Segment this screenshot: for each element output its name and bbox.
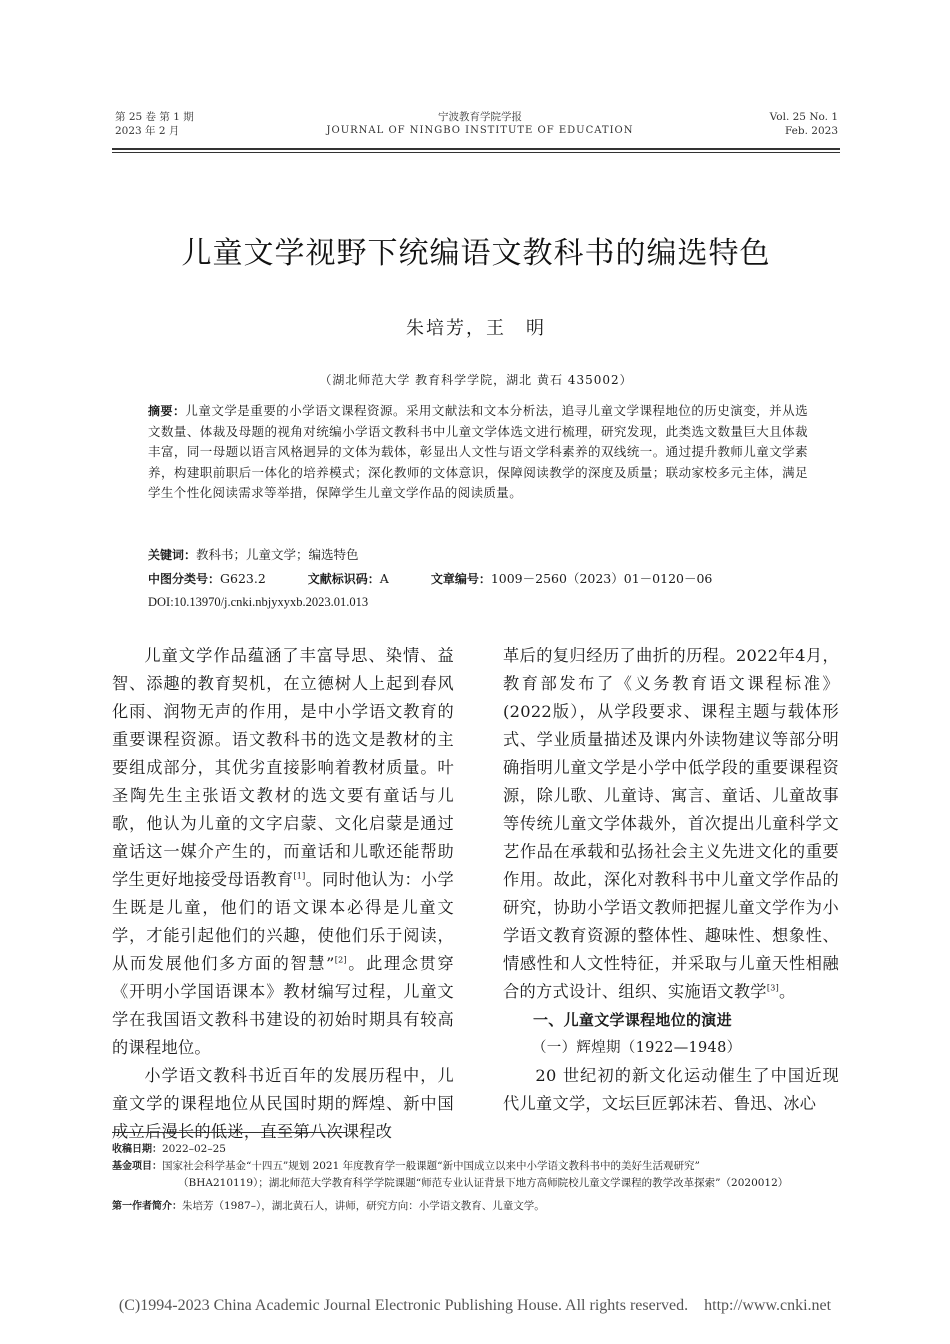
citation-ref[interactable]: [3] xyxy=(766,983,780,993)
article-number xyxy=(431,571,713,586)
article-value: 1009－2560（2023）01－0120－06 xyxy=(490,571,713,586)
doc-label: 文献标识码： xyxy=(307,572,380,586)
author-bio-value: 朱培芳（1987–），湖北黄石人，讲师，研究方向：小学语文教育、儿童文学。 xyxy=(182,1200,545,1212)
paragraph-text: 。同时他认为：小学生既是儿童，他们的语文课本必得是儿童文学，才能引起他们的兴趣，使他们乐于阅读，从而发展他们多方面的智慧” xyxy=(112,870,454,973)
header-date: 2023 年 2 月 xyxy=(115,125,180,137)
abstract-label: 摘要： xyxy=(148,404,186,418)
subsection-heading: （一）辉煌期（1922—1948） xyxy=(532,1040,742,1056)
paragraph-text: 。 xyxy=(779,982,796,1001)
clc-label: 中图分类号： xyxy=(148,572,221,586)
header-volume: 第 25 卷 第 1 期 xyxy=(115,111,194,123)
citation-ref[interactable]: [1] xyxy=(293,871,306,881)
body-paragraph: 小学语文教科书近百年的发展历程中，儿童文学的课程地位从民国时期的辉煌、新中国成立后漫长的低迷，直至第八次课程改 xyxy=(112,1066,454,1141)
header-volume-en: Vol. 25 No. 1 xyxy=(769,111,838,123)
paragraph-text: 革后的复归经历了曲折的历程。2022年4月，教育部发布了《义务教育语文课程标准》(2022版），从学段要求、课程主题与载体形式、学业质量描述及课内外读物建议等部分明确指明儿童文学是小学中低学段的重要课程资源，除儿歌、儿童诗、寓言、童话、儿童故事等传统儿童文学体裁外，首次提出儿童科学文艺作品在承载和弘扬社会主义先进文化的重要作用。故此，深化对教科书中儿童文学作品的研究，协助小学语文教师把握儿童文学作为小学语文教育资源的整体性、趣味性、想象性、情感性和人文性特征，并采取与儿童天性相融合的方式设计、组织、实施语文教学 xyxy=(503,646,839,1001)
footnote-fund-cont: （BHA210119）；湖北师范大学教育科学学院课题“师范专业认证背景下地方高师院校儿童文学课程的教学改革探索”（2020012） xyxy=(178,1177,789,1189)
footnote-received xyxy=(112,1141,840,1158)
body-right-column xyxy=(503,642,839,1118)
keywords-label: 关键词： xyxy=(148,548,197,562)
received-label: 收稿日期： xyxy=(112,1144,162,1155)
paragraph-text: 。此理念贯穿《开明小学国语课本》教材编写过程，儿童文学在我国语文教科书建设的初始时期具有较高的课程地位。 xyxy=(112,954,454,1057)
doc-value: A xyxy=(379,571,389,586)
keywords xyxy=(148,545,808,566)
header-journal-cn: 宁波教育学院学报 xyxy=(438,111,522,123)
copyright-line: (C)1994-2023 China Academic Journal Electronic Publishing House. All rights reserved. http://www.cnki.net xyxy=(118,1297,832,1314)
footnote-author xyxy=(112,1198,840,1215)
classification-line xyxy=(148,569,808,590)
body-paragraph: 20 世纪初的新文化运动催生了中国近现代儿童文学，文坛巨匠郭沫若、鲁迅、冰心 xyxy=(503,1066,839,1113)
footnote-rule xyxy=(112,1132,346,1133)
paragraph-text: 儿童文学作品蕴涵了丰富导思、染情、益智、添趣的教育契机，在立德树人上起到春风化雨、润物无声的作用，是中小学语文教育的重要课程资源。语文教科书的选文是教材的主要组成部分，其优劣直接影响着教材质量。叶圣陶先生主张语文教材的选文要有童话与儿歌，他认为儿童的文字启蒙、文化启蒙是通过童话这一媒介产生的，而童话和儿歌还能帮助学生更好地接受母语教育 xyxy=(112,646,454,889)
header-journal-en: JOURNAL OF NINGBO INSTITUTE OF EDUCATION xyxy=(326,125,634,136)
author-bio-label: 第一作者简介： xyxy=(112,1201,182,1212)
abstract xyxy=(148,401,808,504)
abstract-text: 儿童文学是重要的小学语文课程资源。采用文献法和文本分析法，追寻儿童文学课程地位的历史演变，并从选文数量、体裁及母题的视角对统编小学语文教科书中儿童文学体选文进行梳理，研究发现，此类选文数量巨大且体裁丰富，同一母题以语言风格迥异的文体为载体，彰显出人文性与语文学科素养的双线统一。通过提升教师儿童文学素养，构建职前职后一体化的培养模式；深化教师的文体意识，保障阅读教学的深度及质量；联动家校多元主体，满足学生个性化阅读需求等举措，保障学生儿童文学作品的阅读质量。 xyxy=(148,403,809,500)
header-date-en: Feb. 2023 xyxy=(784,125,838,137)
citation-ref[interactable]: [2] xyxy=(334,955,347,965)
doi-link[interactable]: DOI:10.13970/j.cnki.nbjyxyxb.2023.01.013 xyxy=(148,595,369,609)
body-paragraph xyxy=(503,642,839,1006)
article-label: 文章编号： xyxy=(430,572,491,586)
body-paragraph xyxy=(112,642,454,1062)
article-authors: 朱培芳，王 明 xyxy=(406,318,546,339)
fund-label: 基金项目： xyxy=(112,1161,162,1172)
article-title: 儿童文学视野下统编语文教科书的编选特色 xyxy=(181,236,771,271)
clc-number xyxy=(148,571,266,586)
header-volume-info xyxy=(115,110,194,138)
author-affiliation: （湖北师范大学 教育科学学院，湖北 黄石 435002） xyxy=(319,373,633,387)
header-journal-name xyxy=(300,110,660,138)
fund-line1: 国家社会科学基金“十四五”规划 2021 年度教育学一般课题“新中国成立以来中小学语文教科书中的美好生活观研究” xyxy=(162,1160,700,1172)
body-left-column xyxy=(112,642,454,1146)
received-value: 2022–02–25 xyxy=(162,1143,226,1155)
header-rule xyxy=(112,148,840,153)
footnote-fund xyxy=(112,1158,840,1175)
document-code xyxy=(308,571,389,586)
keywords-text: 教科书；儿童文学；编选特色 xyxy=(196,547,359,562)
section-heading: 一、儿童文学课程地位的演进 xyxy=(533,1011,732,1029)
header-volume-info-en xyxy=(770,110,838,138)
clc-value: G623.2 xyxy=(220,571,266,586)
